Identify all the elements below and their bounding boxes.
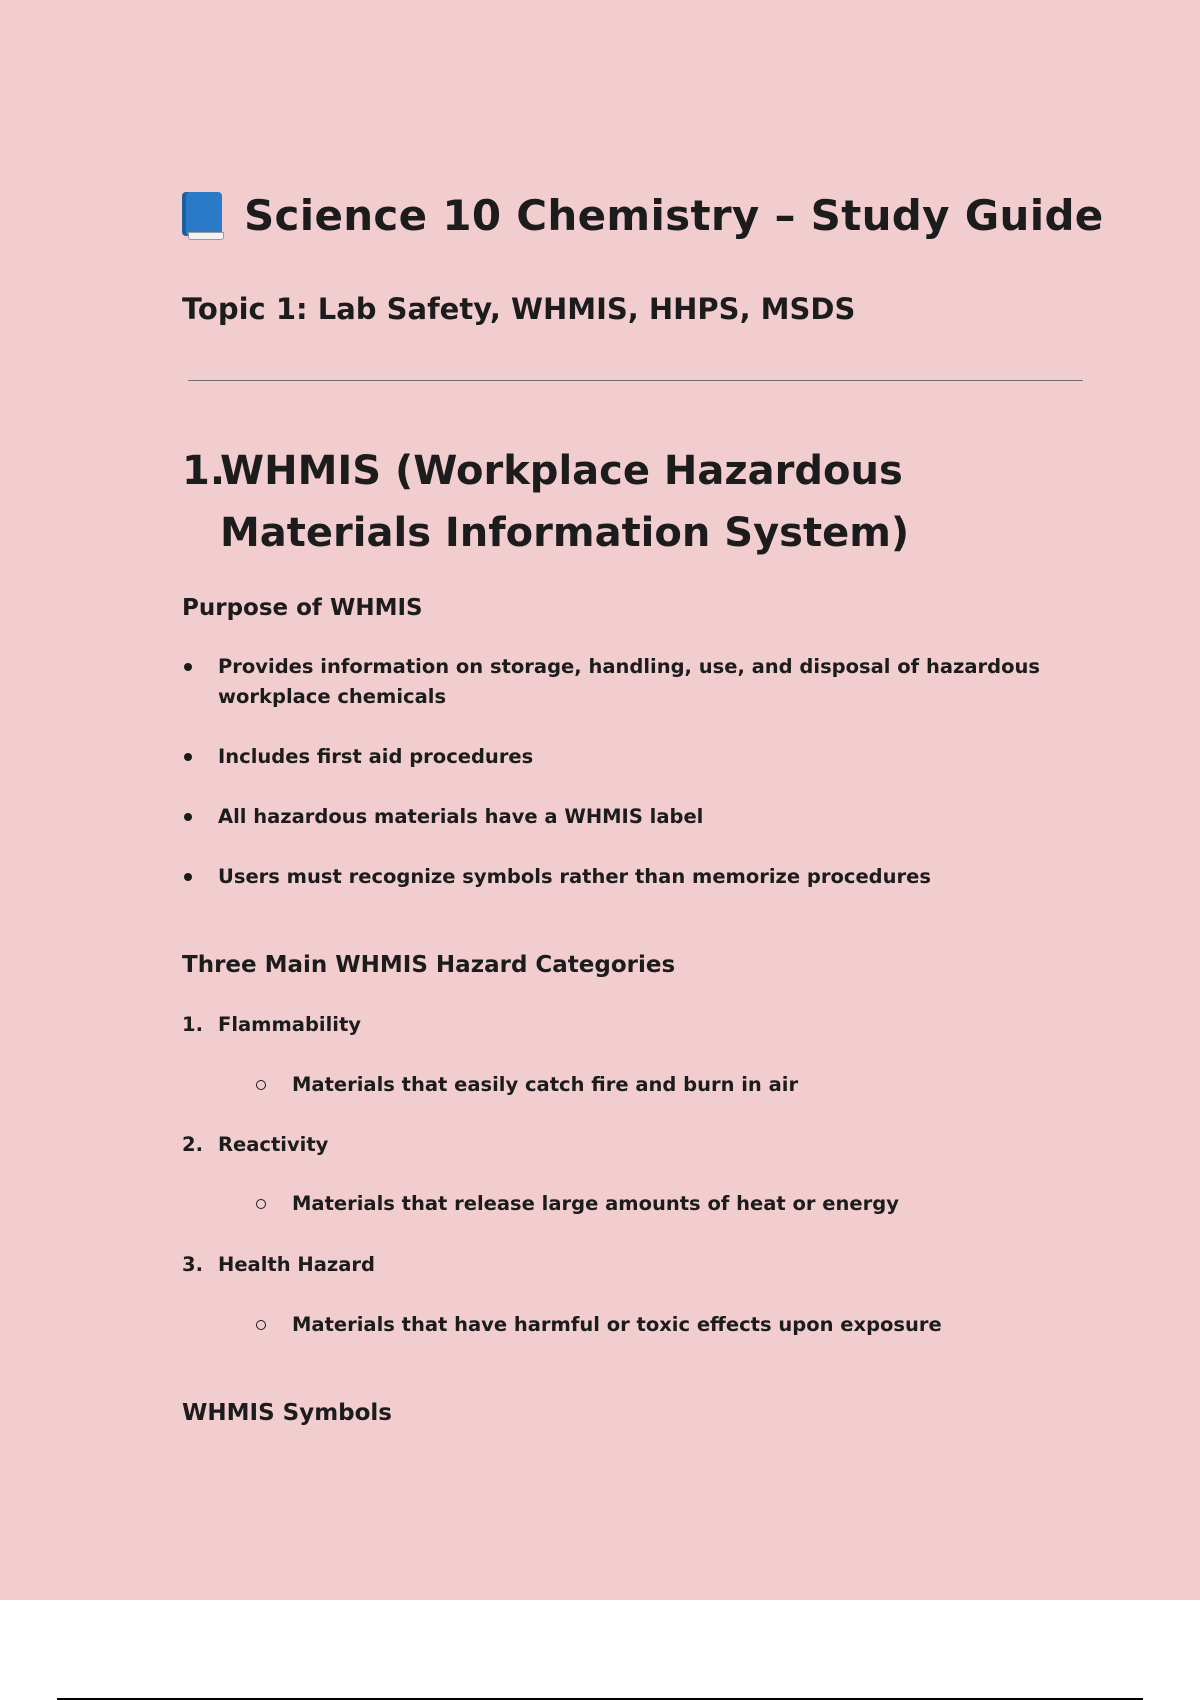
section-number: 1. [182,448,226,494]
symbols-heading: WHMIS Symbols [182,1400,392,1426]
list-item-text: Users must recognize symbols rather than memorize procedures [218,865,931,888]
list-item-text: All hazardous materials have a WHMIS label [218,805,704,828]
list-item-text: Provides information on storage, handling, use, and disposal of hazardous workplace chemicals [218,655,1040,708]
list-item [182,652,1042,712]
category-label: Reactivity [218,1133,329,1156]
hollow-bullet-icon [256,1199,266,1209]
hollow-bullet-icon [256,1320,266,1330]
category-detail-health-hazard [254,1313,942,1336]
category-item-flammability [182,1013,361,1036]
category-detail-flammability [254,1073,798,1096]
category-number: 2. [182,1133,203,1156]
bullet-icon [182,742,218,772]
section-title [182,440,942,564]
horizontal-divider [188,380,1083,381]
category-number: 3. [182,1253,203,1276]
page-title [182,190,1104,240]
bullet-icon [182,862,218,892]
bullet-icon [182,652,218,712]
bullet-icon [182,802,218,832]
list-item [182,802,1042,832]
list-item [182,862,1042,892]
purpose-list [182,652,1042,922]
category-detail-reactivity [254,1192,899,1215]
page-title-text: Science 10 Chemistry – Study Guide [244,190,1104,240]
blue-book-icon [182,190,222,240]
list-item-text: Includes first aid procedures [218,745,534,768]
purpose-heading: Purpose of WHMIS [182,595,423,621]
category-detail-text: Materials that have harmful or toxic effects upon exposure [292,1313,942,1336]
category-detail-text: Materials that release large amounts of heat or energy [292,1192,899,1215]
category-label: Flammability [218,1013,362,1036]
hollow-bullet-icon [256,1080,266,1090]
categories-heading: Three Main WHMIS Hazard Categories [182,952,676,978]
topic-heading: Topic 1: Lab Safety, WHMIS, HHPS, MSDS [182,292,856,326]
category-item-reactivity [182,1133,328,1156]
section-title-text: WHMIS (Workplace Hazardous Materials Information System) [220,448,910,556]
list-item [182,742,1042,772]
category-item-health-hazard [182,1253,375,1276]
category-number: 1. [182,1013,203,1036]
category-detail-text: Materials that easily catch fire and burn in air [292,1073,799,1096]
category-label: Health Hazard [218,1253,375,1276]
